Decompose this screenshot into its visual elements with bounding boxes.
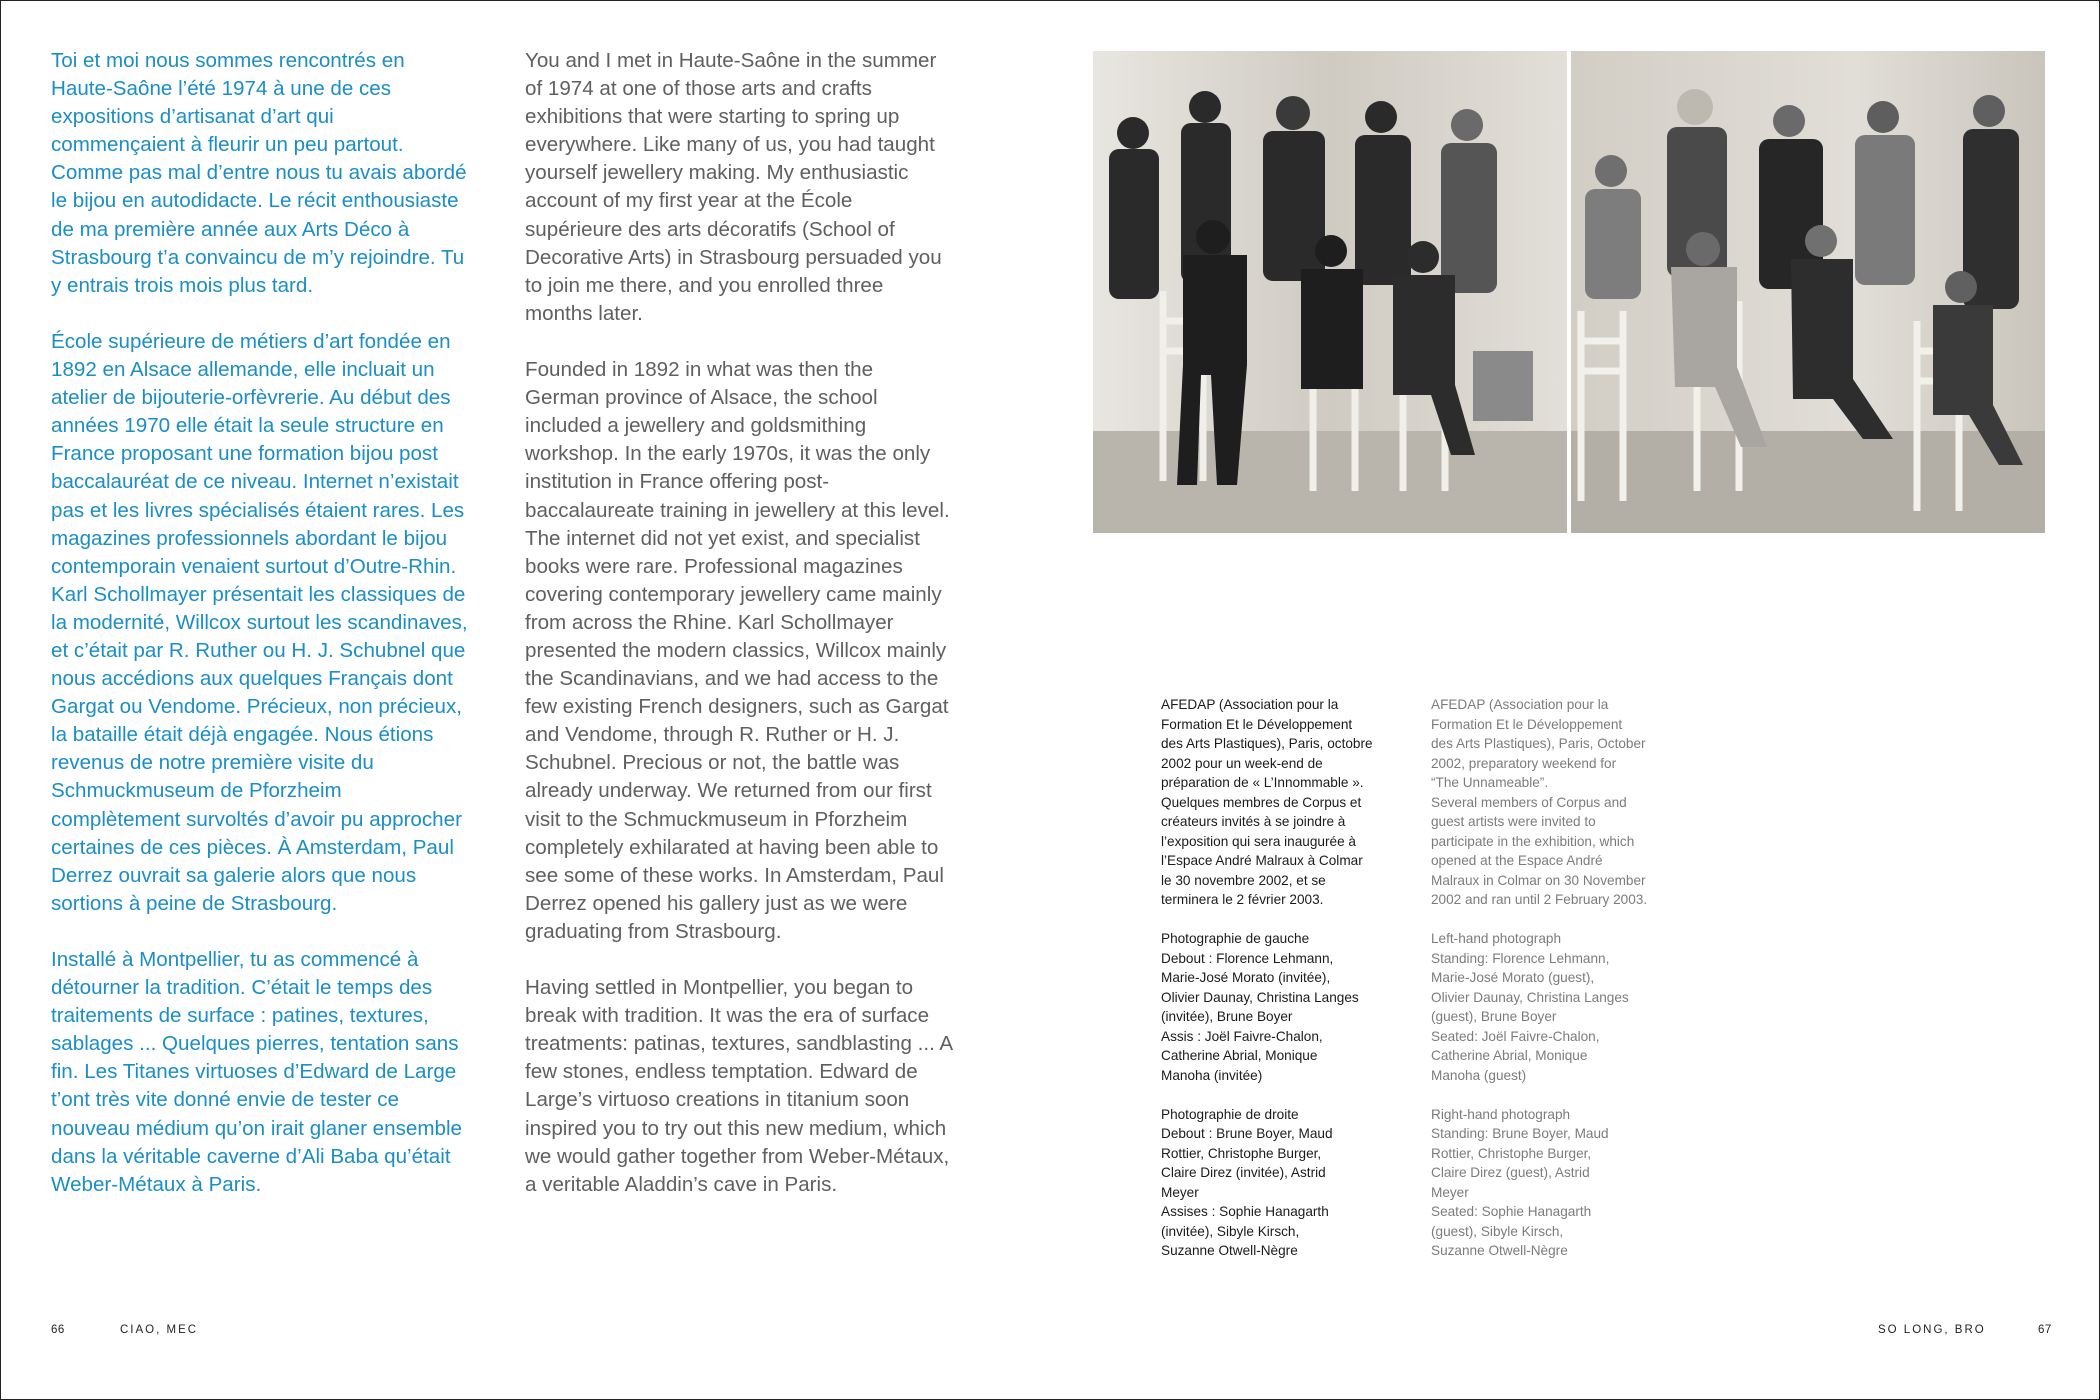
left-group-photograph — [1093, 51, 1567, 533]
right-page-number: 67 — [2038, 1324, 2052, 1336]
english-photo-caption — [1431, 695, 1683, 1280]
left-page-number: 66 — [51, 1324, 65, 1336]
english-paragraph-2: Founded in 1892 in what was then the German province of Alsace, the school included a jewellery and goldsmithing workshop. In the early 1970s, it was the only institution in France offering post-baccalaureate training in jewellery at this level. The internet did not yet exist, and specialist books were rare. Professional magazines covering contemporary jewellery came mainly from across the Rhine. Karl Schollmayer presented the modern classics, Willcox mainly the Scandinavians, and we had access to the few existing French designers, such as Gargat and Vendome, through R. Ruther or H. J. Schubnel. Precious or not, the battle was already underway. We returned from our first visit to the Schmuckmuseum in Pforzheim completely exhilarated at having been able to see some of these works. In Amsterdam, Paul Derrez opened his gallery just as we were graduating from Strasbourg. — [525, 358, 950, 943]
english-text-column — [525, 47, 953, 1227]
left-running-title: CIAO, MEC — [120, 1324, 199, 1336]
english-caption-left-photo: Left-hand photograph Standing: Florence Lehmann, Marie-José Morato (guest), Olivier Daunay, Christina Langes (guest), Brune Boyer Seated: Joël Faivre-Chalon, Catherine Abrial, Monique Manoha (guest) — [1431, 931, 1629, 1083]
french-caption-intro: AFEDAP (Association pour la Formation Et le Développement des Arts Plastiques), Paris, octobre 2002 pour un week-end de préparation de « L’Innommable ». Quelques membres de Corpus et créateurs invités à se joindre à l’exposition qui sera inaugurée à l’Espace André Malraux à Colmar le 30 novembre 2002, et se terminera le 2 février 2003. — [1161, 697, 1373, 907]
french-paragraph-1: Toi et moi nous sommes rencontrés en Haute-Saône l’été 1974 à une de ces expositions d’artisanat d’art qui commençaient à fleurir un peu partout. Comme pas mal d’entre nous tu avais abordé le bijou en autodidacte. Le récit enthousiaste de ma première année aux Arts Déco à Strasbourg t’a convaincu de m’y rejoindre. Tu y entrais trois mois plus tard. — [51, 49, 467, 297]
right-running-title: SO LONG, BRO — [1878, 1324, 1986, 1336]
english-caption-intro: AFEDAP (Association pour la Formation Et le Développement des Arts Plastiques), Paris, October 2002, preparatory weekend for “The Unnameable”. Several members of Corpus and guest artists were invited to participate in the exhibition, which opened at the Espace André Malraux in Colmar on 30 November 2002 and ran until 2 February 2003. — [1431, 697, 1648, 907]
english-paragraph-3: Having settled in Montpellier, you began to break with tradition. It was the era of surface treatments: patinas, textures, sandblasting ... A few stones, endless temptation. Edward de Large’s virtuoso creations in titanium soon inspired you to try out this new medium, which we would gather together from Weber-Métaux, a veritable Aladdin’s cave in Paris. — [525, 976, 952, 1196]
english-caption-right-photo: Right-hand photograph Standing: Brune Boyer, Maud Rottier, Christophe Burger, Claire Direz (guest), Astrid Meyer Seated: Sophie Hanagarth (guest), Sibyle Kirsch, Suzanne Otwell-Nègre — [1431, 1106, 1609, 1258]
french-text-column — [51, 47, 471, 1227]
french-caption-left-photo: Photographie de gauche Debout : Florence Lehmann, Marie-José Morato (invitée), Olivier Daunay, Christina Langes (invitée), Brune Boyer Assis : Joël Faivre-Chalon, Catherine Abrial, Monique Manoha (invitée) — [1161, 931, 1359, 1083]
french-photo-caption — [1161, 695, 1413, 1280]
english-paragraph-1: You and I met in Haute-Saône in the summer of 1974 at one of those arts and crafts exhibitions that were starting to spring up everywhere. Like many of us, you had taught yourself jewellery making. My enthusiastic account of my first year at the École supérieure des arts décoratifs (School of Decorative Arts) in Strasbourg persuaded you to join me there, and you enrolled three months later. — [525, 49, 942, 325]
french-paragraph-2: École supérieure de métiers d’art fondée en 1892 en Alsace allemande, elle incluait un atelier de bijouterie-orfèvrerie. Au début des années 1970 elle était la seule structure en France proposant une formation bijou post baccalauréat de ce niveau. Internet n’existait pas et les livres spécialisés étaient rares. Les magazines professionnels abordant le bijou contemporain venaient surtout d’Outre-Rhin. Karl Schollmayer présentait les classiques de la modernité, Willcox surtout les scandinaves, et c’était par R. Ruther ou H. J. Schubnel que nous accédions aux quelques Français dont Gargat ou Vendome. Précieux, non précieux, la bataille était déjà engagée. Nous étions revenus de notre première visite du Schmuckmuseum de Pforzheim complètement survoltés d’avoir pu approcher certaines de ces pièces. À Amsterdam, Paul Derrez ouvrait sa galerie alors que nous sortions à peine de Strasbourg. — [51, 329, 468, 915]
french-paragraph-3: Installé à Montpellier, tu as commencé à détourner la tradition. C’était le temps des traitements de surface : patines, textures, sablages ... Quelques pierres, tentation sans fin. Les Titanes virtuoses d’Edward de Large t’ont très vite donné envie de tester ce nouveau médium qu’on irait glaner ensemble dans la véritable caverne d’Ali Baba qu’était Weber-Métaux à Paris. — [51, 948, 462, 1196]
right-group-photograph — [1571, 51, 2045, 533]
french-caption-right-photo: Photographie de droite Debout : Brune Boyer, Maud Rottier, Christophe Burger, Claire Direz (invitée), Astrid Meyer Assises : Sophie Hanagarth (invitée), Sibyle Kirsch, Suzanne Otwell-Nègre — [1161, 1106, 1333, 1258]
